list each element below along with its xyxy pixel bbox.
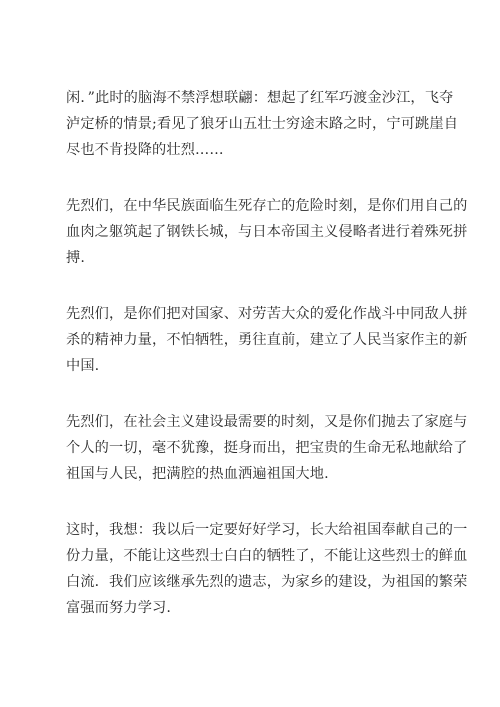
text-line: 白流．我们应该继承先烈的遗志，为家乡的建设，为祖国的繁荣 [66, 574, 468, 590]
text-line: 先烈们，在中华民族面临生死存亡的危险时刻，是你们用自己的 [66, 198, 468, 214]
text-line: 血肉之躯筑起了钢铁长城，与日本帝国主义侵略者进行着殊死拼 [66, 224, 468, 240]
text-line: 富强而努力学习. [66, 600, 172, 616]
text-line: 中国. [66, 358, 100, 374]
paragraph-resolution [66, 517, 468, 621]
text-line: 这时，我想：我以后一定要好好学习，长大给祖国奉献自己的一 [66, 522, 468, 538]
paragraph-new-china [66, 301, 468, 379]
paragraph-socialist-construction [66, 409, 468, 487]
text-line: 个人的一切，毫不犹豫，挺身而出，把宝贵的生命无私地献给了 [66, 440, 468, 456]
text-line: 泸定桥的情景;看见了狼牙山五壮士穷途末路之时，宁可跳崖自 [66, 116, 459, 132]
text-line: 份力量，不能让这些烈士白白的牺牲了，不能让这些烈士的鲜血 [66, 548, 468, 564]
text-line: 杀的精神力量，不怕牺牲，勇往直前，建立了人民当家作主的新 [66, 332, 468, 348]
text-line: 祖国与人民，把满腔的热血洒遍祖国大地. [66, 466, 329, 482]
text-line: 先烈们，是你们把对国家、对劳苦大众的爱化作战斗中同敌人拼 [66, 306, 468, 322]
text-line: 搏. [66, 250, 85, 266]
paragraph-great-wall [66, 193, 468, 271]
text-line: 尽也不肯投降的壮烈…… [66, 142, 224, 158]
text-line: 闲．”此时的脑海不禁浮想联翩：想起了红军巧渡金沙江，飞夺 [66, 90, 454, 106]
text-line: 先烈们，在社会主义建设最需要的时刻，又是你们抛去了家庭与 [66, 414, 468, 430]
paragraph-memory [66, 85, 459, 163]
